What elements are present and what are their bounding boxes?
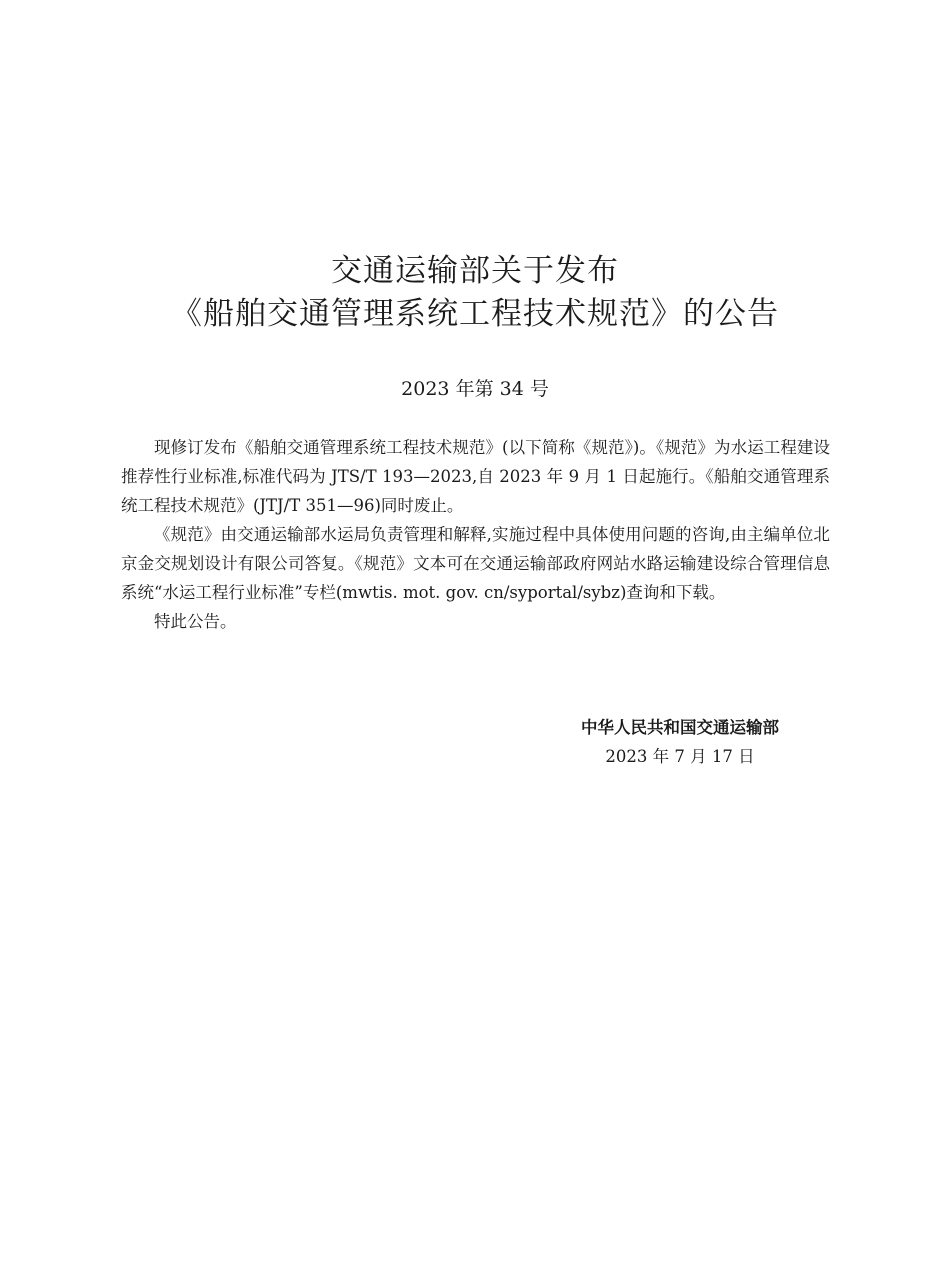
title-line-2: 《船舶交通管理系统工程技术规范》的公告 <box>171 296 779 332</box>
issue-date: 2023 年 7 月 17 日 <box>605 747 755 766</box>
document-number: 2023 年第 34 号 <box>401 378 549 400</box>
title-line-1: 交通运输部关于发布 <box>331 253 619 289</box>
announcement-body <box>121 433 830 636</box>
body-paragraph-1: 现修订发布《船舶交通管理系统工程技术规范》(以下简称《规范》)。《规范》为水运工程建设推荐性行业标准,标准代码为 JTS/T 193—2023,自 2023 年 9 月 1 日起施行。《船舶交通管理系统工程技术规范》(JTJ/T 351—96)同时废止。 <box>121 438 830 515</box>
body-paragraph-2: 《规范》由交通运输部水运局负责管理和解释,实施过程中具体使用问题的咨询,由主编单位北京金交规划设计有限公司答复。《规范》文本可在交通运输部政府网站水路运输建设综合管理信息系统“水运工程行业标准”专栏(mwtis. mot. gov. cn/syportal/sybz)查询和下载。 <box>121 525 830 602</box>
announcement-title <box>0 250 950 336</box>
issuing-organization: 中华人民共和国交通运输部 <box>581 718 779 737</box>
body-paragraph-3: 特此公告。 <box>154 612 237 631</box>
signature-block <box>540 713 820 771</box>
